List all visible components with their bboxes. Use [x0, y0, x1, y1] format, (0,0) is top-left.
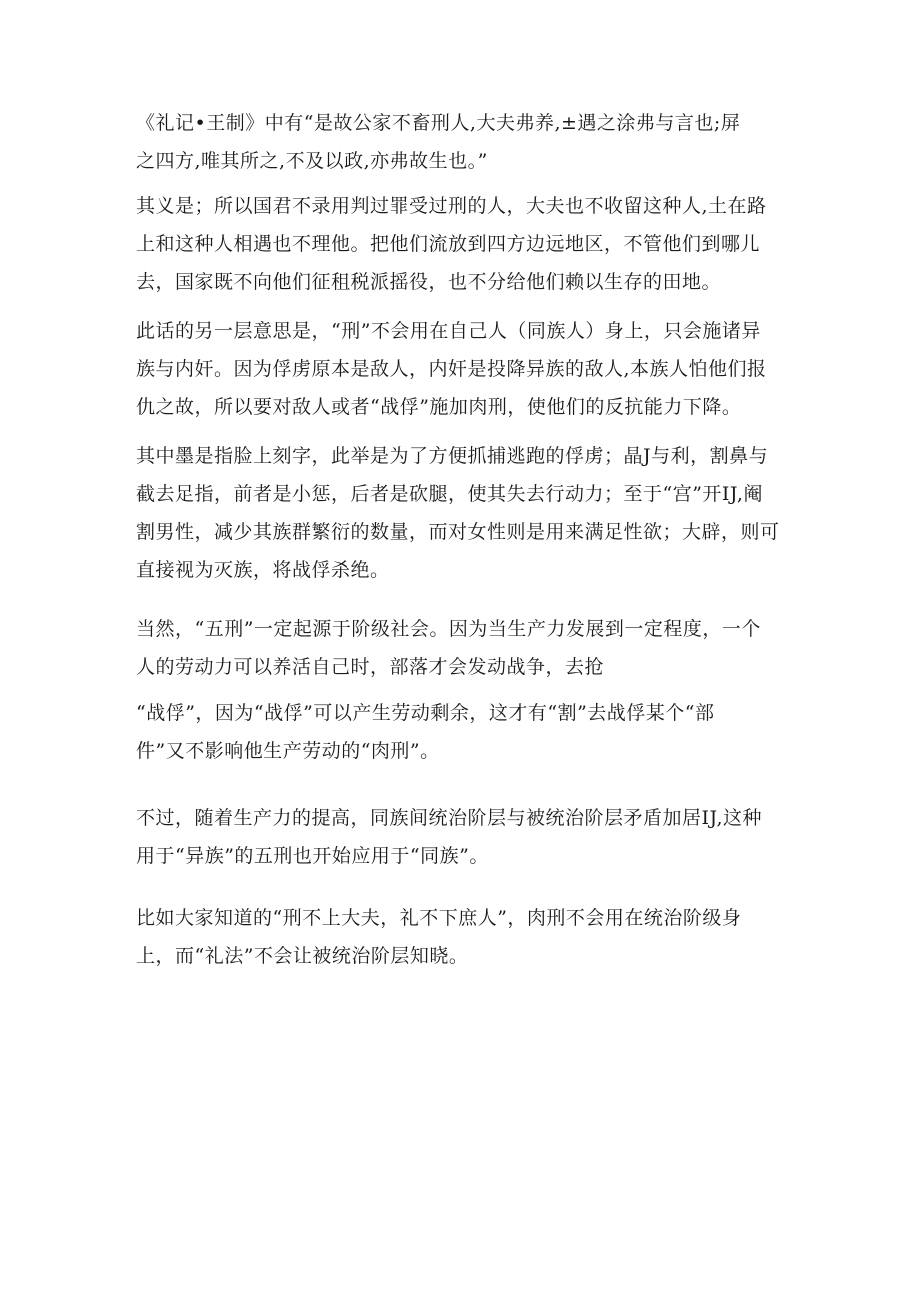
paragraph-line: 其义是；所以国君不录用判过罪受过刑的人，大夫也不收留这种人,土在路	[136, 195, 767, 217]
paragraph-line: 族与内奸。因为俘虏原本是敌人，内奸是投降异族的敌人,本族人怕他们报	[136, 358, 767, 380]
paragraph-line: 当然，“五刑”一定起源于阶级社会。因为当生产力发展到一定程度，一个	[136, 618, 761, 640]
paragraph-line: 人的劳动力可以养活自己时，部落才会发动战争，去抢	[136, 656, 605, 678]
paragraph-line: 仇之故，所以要对敌人或者“战俘”施加肉刑，使他们的反抗能力下降。	[136, 396, 742, 418]
paragraph-1	[136, 104, 816, 180]
paragraph-7	[136, 899, 816, 975]
paragraph-line: 之四方,唯其所之,不及以政,亦弗故生也。”	[136, 150, 488, 172]
paragraph-4	[136, 437, 816, 589]
paragraph-line: 割男性，减少其族群繁衍的数量，而对女性则是用来满足性欲；大辟，则可	[136, 521, 780, 543]
paragraph-5-continued	[136, 694, 816, 770]
paragraph-line: 《礼记•王制》中有“是故公家不畜刑人,大夫弗养,±遇之涂弗与言也;屏	[136, 112, 741, 134]
paragraph-line: 去，国家既不向他们征租税派摇役，也不分给他们赖以生存的田地。	[136, 271, 722, 293]
paragraph-line: 此话的另一层意思是，“刑”不会用在自己人（同族人）身上，只会施诸异	[136, 320, 761, 342]
paragraph-line: 截去足指，前者是小惩，后者是砍腿，使其失去行动力；至于“宫”开IJ,阉	[136, 483, 763, 505]
paragraph-line: 不过，随着生产力的提高，同族间统治阶层与被统治阶层矛盾加居IJ,这种	[136, 807, 763, 829]
paragraph-line: 上，而“礼法”不会让被统治阶层知晓。	[136, 945, 469, 967]
paragraph-line: 用于“异族”的五刑也开始应用于“同族”。	[136, 845, 489, 867]
paragraph-3	[136, 312, 816, 426]
paragraph-6	[136, 799, 816, 875]
paragraph-line: 上和这种人相遇也不理他。把他们流放到四方边远地区，不管他们到哪儿	[136, 233, 761, 255]
paragraph-line: 件”又不影响他生产劳动的“肉刑”。	[136, 740, 440, 762]
paragraph-5	[136, 610, 816, 686]
paragraph-line: 其中墨是指脸上刻字，此举是为了方便抓捕逃跑的俘虏；晶J与利，割鼻与	[136, 445, 769, 467]
paragraph-line: “战俘”，因为“战俘”可以产生劳动剩余，这才有“割”去战俘某个“部	[136, 702, 715, 724]
paragraph-line: 比如大家知道的“刑不上大夫，礼不下庶人”，肉刑不会用在统治阶级身	[136, 907, 742, 929]
paragraph-line: 直接视为灭族，将战俘杀绝。	[136, 559, 390, 581]
paragraph-2	[136, 187, 816, 301]
